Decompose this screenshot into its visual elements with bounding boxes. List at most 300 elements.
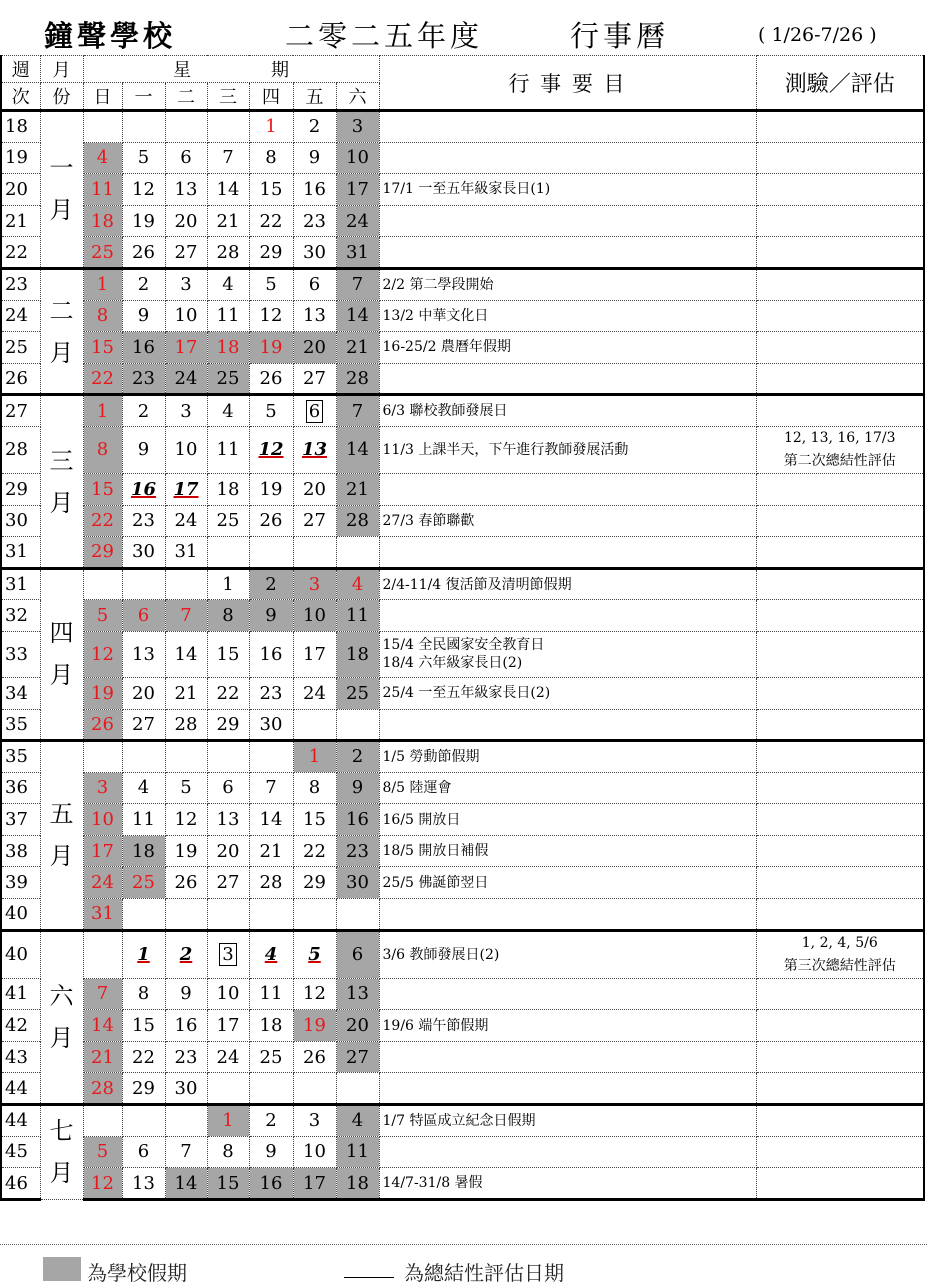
day-cell [165, 772, 207, 804]
day-cell [165, 142, 207, 174]
week-row [1, 1136, 924, 1168]
day-number: 16 [303, 178, 326, 200]
day-cell [83, 867, 122, 899]
week-number: 33 [1, 631, 40, 677]
day-number: 28 [346, 510, 369, 532]
day-cell [249, 568, 293, 600]
day-cell [165, 363, 207, 395]
day-number: 8 [96, 305, 109, 327]
day-cell [293, 1168, 336, 1200]
day-cell [165, 677, 207, 709]
day-cell [122, 631, 165, 677]
day-number: 9 [351, 777, 364, 799]
day-cell [293, 835, 336, 867]
school-year: 二零二五年度 [285, 19, 484, 53]
day-cell [207, 142, 249, 174]
week-row [1, 537, 924, 569]
day-cell [207, 111, 249, 143]
week-number: 28 [1, 426, 40, 473]
event-cell [379, 804, 756, 836]
week-header-bottom: 次 [1, 83, 40, 111]
day-cell [293, 1105, 336, 1137]
week-number: 18 [1, 111, 40, 143]
day-number: 6 [137, 605, 150, 627]
day-cell [293, 804, 336, 836]
day-cell [122, 772, 165, 804]
event-text: 14/7-31/8 暑假 [382, 1175, 483, 1192]
day-number: 15 [91, 478, 114, 500]
week-row [1, 142, 924, 174]
day-cell [207, 505, 249, 537]
week-row [1, 395, 924, 427]
day-cell [165, 568, 207, 600]
week-number: 25 [1, 332, 40, 364]
week-number: 26 [1, 363, 40, 395]
day-number: 16 [132, 336, 155, 358]
day-number: 25 [216, 510, 240, 532]
day-cell [249, 677, 293, 709]
month-label [40, 930, 83, 1104]
day-cell [293, 505, 336, 537]
day-number: 12 [303, 983, 326, 1005]
event-cell [379, 1073, 756, 1105]
week-number: 35 [1, 741, 40, 773]
day-number: 22 [91, 510, 114, 532]
day-number: 19 [91, 682, 114, 704]
day-cell [165, 268, 207, 300]
day-cell [83, 537, 122, 569]
day-cell [122, 505, 165, 537]
day-cell [336, 237, 379, 269]
day-cell [336, 930, 379, 978]
day-number: 10 [303, 605, 326, 627]
day-number: 19 [259, 336, 283, 358]
event-cell [379, 205, 756, 237]
assessment-cell [756, 867, 924, 899]
day-number: 22 [91, 368, 114, 390]
week-row [1, 473, 924, 505]
day-number: 30 [346, 872, 369, 894]
day-number: 19 [174, 840, 198, 862]
day-number: 5 [308, 944, 321, 966]
day-number: 11 [216, 305, 240, 327]
day-cell [122, 835, 165, 867]
event-cell [379, 300, 756, 332]
day-cell [249, 899, 293, 931]
day-number: 27 [303, 368, 326, 390]
day-cell [249, 142, 293, 174]
event-text: 2/4-11/4 復活節及清明節假期 [382, 576, 572, 593]
week-number: 31 [1, 537, 40, 569]
day-cell [83, 505, 122, 537]
day-cell [122, 111, 165, 143]
day-number: 7 [96, 983, 109, 1005]
event-text: 13/2 中華文化日 [382, 307, 489, 324]
week-number: 44 [1, 1105, 40, 1137]
day-cell [165, 631, 207, 677]
day-cell [122, 804, 165, 836]
day-cell [336, 978, 379, 1010]
day-cell [336, 867, 379, 899]
assessment-cell [756, 1073, 924, 1105]
day-cell [83, 395, 122, 427]
event-cell [379, 835, 756, 867]
day-number: 1 [96, 274, 109, 296]
day-number: 4 [137, 777, 150, 799]
day-cell [122, 363, 165, 395]
day-number: 23 [346, 840, 369, 862]
day-number: 19 [132, 210, 155, 232]
day-cell [249, 205, 293, 237]
day-number: 20 [303, 336, 326, 358]
day-cell [207, 300, 249, 332]
day-number: 4 [351, 574, 364, 596]
day-cell [249, 473, 293, 505]
day-cell [122, 867, 165, 899]
day-cell [122, 395, 165, 427]
day-number: 3 [180, 400, 192, 422]
day-number: 21 [174, 682, 198, 704]
day-number: 28 [216, 241, 240, 263]
assessment-cell [756, 142, 924, 174]
day-number: 12 [91, 1172, 114, 1194]
day-cell [207, 332, 249, 364]
day-number: 10 [174, 439, 198, 461]
month-label [40, 568, 83, 740]
day-cell [249, 1136, 293, 1168]
day-cell [293, 1041, 336, 1073]
day-number: 13 [303, 305, 326, 327]
week-row [1, 505, 924, 537]
assessment-cell [756, 205, 924, 237]
day-cell [83, 631, 122, 677]
day-number: 11 [216, 439, 240, 461]
day-cell [336, 631, 379, 677]
day-number: 12 [258, 439, 284, 461]
day-cell [207, 1010, 249, 1042]
weekday-5: 五 [293, 83, 336, 111]
day-cell [165, 174, 207, 206]
day-cell [165, 835, 207, 867]
day-cell [249, 1010, 293, 1042]
day-number: 2 [179, 944, 193, 966]
day-cell [122, 1168, 165, 1200]
day-cell [293, 568, 336, 600]
day-number: 20 [174, 210, 198, 232]
assessment-cell [756, 741, 924, 773]
week-number: 40 [1, 899, 40, 931]
day-number: 27 [216, 872, 240, 894]
day-number: 14 [91, 1015, 114, 1037]
day-number: 3 [180, 274, 192, 296]
day-number: 6 [222, 777, 234, 799]
day-number: 15 [216, 643, 240, 665]
month-char: 月 [49, 842, 74, 871]
day-number: 9 [137, 305, 150, 327]
day-number: 14 [216, 178, 240, 200]
day-number: 7 [351, 274, 364, 296]
day-number: 19 [259, 478, 283, 500]
day-number: 2 [351, 746, 364, 768]
day-number: 1 [137, 944, 150, 966]
day-cell [122, 205, 165, 237]
day-number: 17 [91, 840, 114, 862]
day-cell [336, 473, 379, 505]
day-number: 25 [216, 368, 240, 390]
day-cell [83, 142, 122, 174]
day-cell [83, 237, 122, 269]
weekday-2: 二 [165, 83, 207, 111]
assessment-cell [756, 1136, 924, 1168]
day-number: 2 [265, 574, 277, 596]
day-number: 17 [303, 1172, 326, 1194]
event-text: 16-25/2 農曆年假期 [382, 339, 511, 356]
day-cell [207, 237, 249, 269]
day-cell [249, 1041, 293, 1073]
day-cell [165, 237, 207, 269]
day-cell [249, 600, 293, 632]
week-number: 38 [1, 835, 40, 867]
assessment-cell [756, 505, 924, 537]
month-header-bottom: 份 [40, 83, 83, 111]
day-cell [207, 174, 249, 206]
day-cell [336, 300, 379, 332]
day-number: 24 [174, 368, 198, 390]
day-cell [165, 867, 207, 899]
event-cell [379, 930, 756, 978]
day-cell [336, 111, 379, 143]
week-row [1, 804, 924, 836]
week-number: 34 [1, 677, 40, 709]
day-number: 16 [174, 1015, 198, 1037]
event-cell [379, 395, 756, 427]
day-cell [293, 395, 336, 427]
event-text: 25/5 佛誕節翌日 [382, 874, 489, 891]
day-number: 11 [346, 605, 369, 627]
event-text: 6/3 聯校教師發展日 [382, 403, 508, 420]
legend [0, 1244, 927, 1285]
week-number: 19 [1, 142, 40, 174]
day-number: 23 [174, 1046, 198, 1068]
weekday-header: 星 期 [83, 56, 379, 83]
day-cell [249, 268, 293, 300]
day-cell [83, 300, 122, 332]
day-number: 27 [132, 713, 155, 735]
day-cell [165, 804, 207, 836]
day-cell [83, 1041, 122, 1073]
day-number: 24 [303, 682, 326, 704]
day-number: 13 [346, 983, 369, 1005]
day-number: 1 [96, 400, 109, 422]
week-number: 37 [1, 804, 40, 836]
day-cell [293, 1010, 336, 1042]
week-number: 20 [1, 174, 40, 206]
day-cell [165, 1010, 207, 1042]
day-cell [165, 537, 207, 569]
day-number: 4 [222, 274, 234, 296]
day-number: 13 [174, 178, 198, 200]
day-cell [249, 332, 293, 364]
day-cell [122, 300, 165, 332]
day-cell [293, 332, 336, 364]
day-number: 20 [132, 682, 155, 704]
day-cell [293, 1136, 336, 1168]
day-cell [165, 395, 207, 427]
event-cell [379, 473, 756, 505]
assessment-cell [756, 1168, 924, 1200]
day-number: 18 [346, 1172, 369, 1194]
event-cell [379, 772, 756, 804]
day-number: 8 [222, 605, 234, 627]
week-number: 22 [1, 237, 40, 269]
day-cell [83, 426, 122, 473]
day-number: 29 [303, 872, 326, 894]
calendar-title: 行事曆 [570, 19, 670, 53]
day-cell [293, 631, 336, 677]
day-number: 29 [132, 1077, 155, 1099]
day-cell [293, 741, 336, 773]
day-cell [122, 268, 165, 300]
day-cell [83, 978, 122, 1010]
day-number: 18 [346, 643, 369, 665]
school-calendar-table [0, 55, 925, 1201]
event-cell [379, 174, 756, 206]
day-number: 28 [91, 1077, 114, 1099]
day-cell [83, 677, 122, 709]
day-number: 31 [91, 903, 114, 925]
assessment-cell [756, 772, 924, 804]
day-number: 20 [346, 1015, 369, 1037]
day-number: 18 [216, 336, 240, 358]
day-number: 18 [216, 478, 240, 500]
day-number: 6 [137, 1141, 150, 1163]
event-cell [379, 867, 756, 899]
day-cell [165, 426, 207, 473]
day-number: 22 [216, 682, 240, 704]
week-row [1, 111, 924, 143]
assessment-cell [756, 600, 924, 632]
day-cell [293, 867, 336, 899]
event-cell [379, 677, 756, 709]
weekday-4: 四 [249, 83, 293, 111]
day-number: 1 [222, 574, 234, 596]
day-number: 26 [259, 368, 283, 390]
assessment-dates: 1, 2, 4, 5/6 [801, 934, 878, 951]
day-cell [207, 1041, 249, 1073]
day-number: 12 [91, 643, 114, 665]
day-cell [207, 600, 249, 632]
day-number: 8 [96, 439, 109, 461]
event-cell [379, 426, 756, 473]
week-row [1, 978, 924, 1010]
day-cell [165, 600, 207, 632]
event-text: 19/6 端午節假期 [382, 1017, 489, 1034]
day-cell [207, 426, 249, 473]
day-cell [336, 142, 379, 174]
event-text: 3/6 教師發展日(2) [382, 946, 500, 963]
day-cell [83, 268, 122, 300]
day-cell [336, 537, 379, 569]
week-row [1, 174, 924, 206]
day-cell [122, 473, 165, 505]
day-cell [83, 363, 122, 395]
day-cell [122, 978, 165, 1010]
day-number: 5 [96, 1141, 109, 1163]
week-number: 23 [1, 268, 40, 300]
day-cell [207, 395, 249, 427]
event-cell [379, 741, 756, 773]
day-cell [83, 1136, 122, 1168]
week-number: 40 [1, 930, 40, 978]
day-number: 19 [303, 1015, 326, 1037]
day-cell [207, 473, 249, 505]
month-char: 三 [49, 446, 74, 475]
day-number: 18 [132, 840, 155, 862]
day-cell [249, 505, 293, 537]
day-number: 14 [346, 439, 369, 461]
day-cell [249, 111, 293, 143]
day-cell [165, 709, 207, 741]
assessment-cell [756, 537, 924, 569]
day-number: 17 [173, 478, 199, 500]
day-number: 28 [174, 713, 198, 735]
assessment-cell [756, 804, 924, 836]
day-number: 30 [303, 241, 326, 263]
day-cell [122, 537, 165, 569]
day-cell [122, 677, 165, 709]
assessment-cell [756, 1010, 924, 1042]
assessment-cell [756, 332, 924, 364]
day-number: 14 [174, 1172, 198, 1194]
event-cell [379, 237, 756, 269]
assessment-dates: 12, 13, 16, 17/3 [783, 429, 896, 446]
day-cell [83, 1073, 122, 1105]
day-number: 12 [132, 178, 155, 200]
day-number: 3 [219, 943, 236, 966]
event-cell [379, 268, 756, 300]
week-row [1, 1041, 924, 1073]
day-number: 2 [308, 116, 321, 138]
day-cell [207, 772, 249, 804]
day-cell [249, 395, 293, 427]
day-number: 29 [259, 241, 283, 263]
week-number: 29 [1, 473, 40, 505]
day-number: 24 [174, 510, 198, 532]
assessment-name: 第二次總結性評估 [783, 452, 896, 469]
assessment-cell [756, 363, 924, 395]
day-cell [249, 930, 293, 978]
week-number: 31 [1, 568, 40, 600]
day-number: 9 [180, 983, 192, 1005]
day-number: 7 [180, 605, 192, 627]
day-number: 8 [308, 777, 321, 799]
day-cell [249, 174, 293, 206]
event-cell [379, 1136, 756, 1168]
day-cell [83, 804, 122, 836]
day-number: 8 [265, 147, 277, 169]
day-number: 24 [216, 1046, 240, 1068]
title-bar [0, 0, 927, 56]
month-char: 四 [49, 619, 74, 648]
week-header-top: 週 [1, 56, 40, 83]
month-label [40, 1105, 83, 1200]
day-number: 24 [346, 210, 369, 232]
day-cell [249, 237, 293, 269]
month-char: 七 [49, 1117, 74, 1146]
day-cell [336, 1136, 379, 1168]
event-cell [379, 978, 756, 1010]
day-number: 15 [303, 809, 326, 831]
